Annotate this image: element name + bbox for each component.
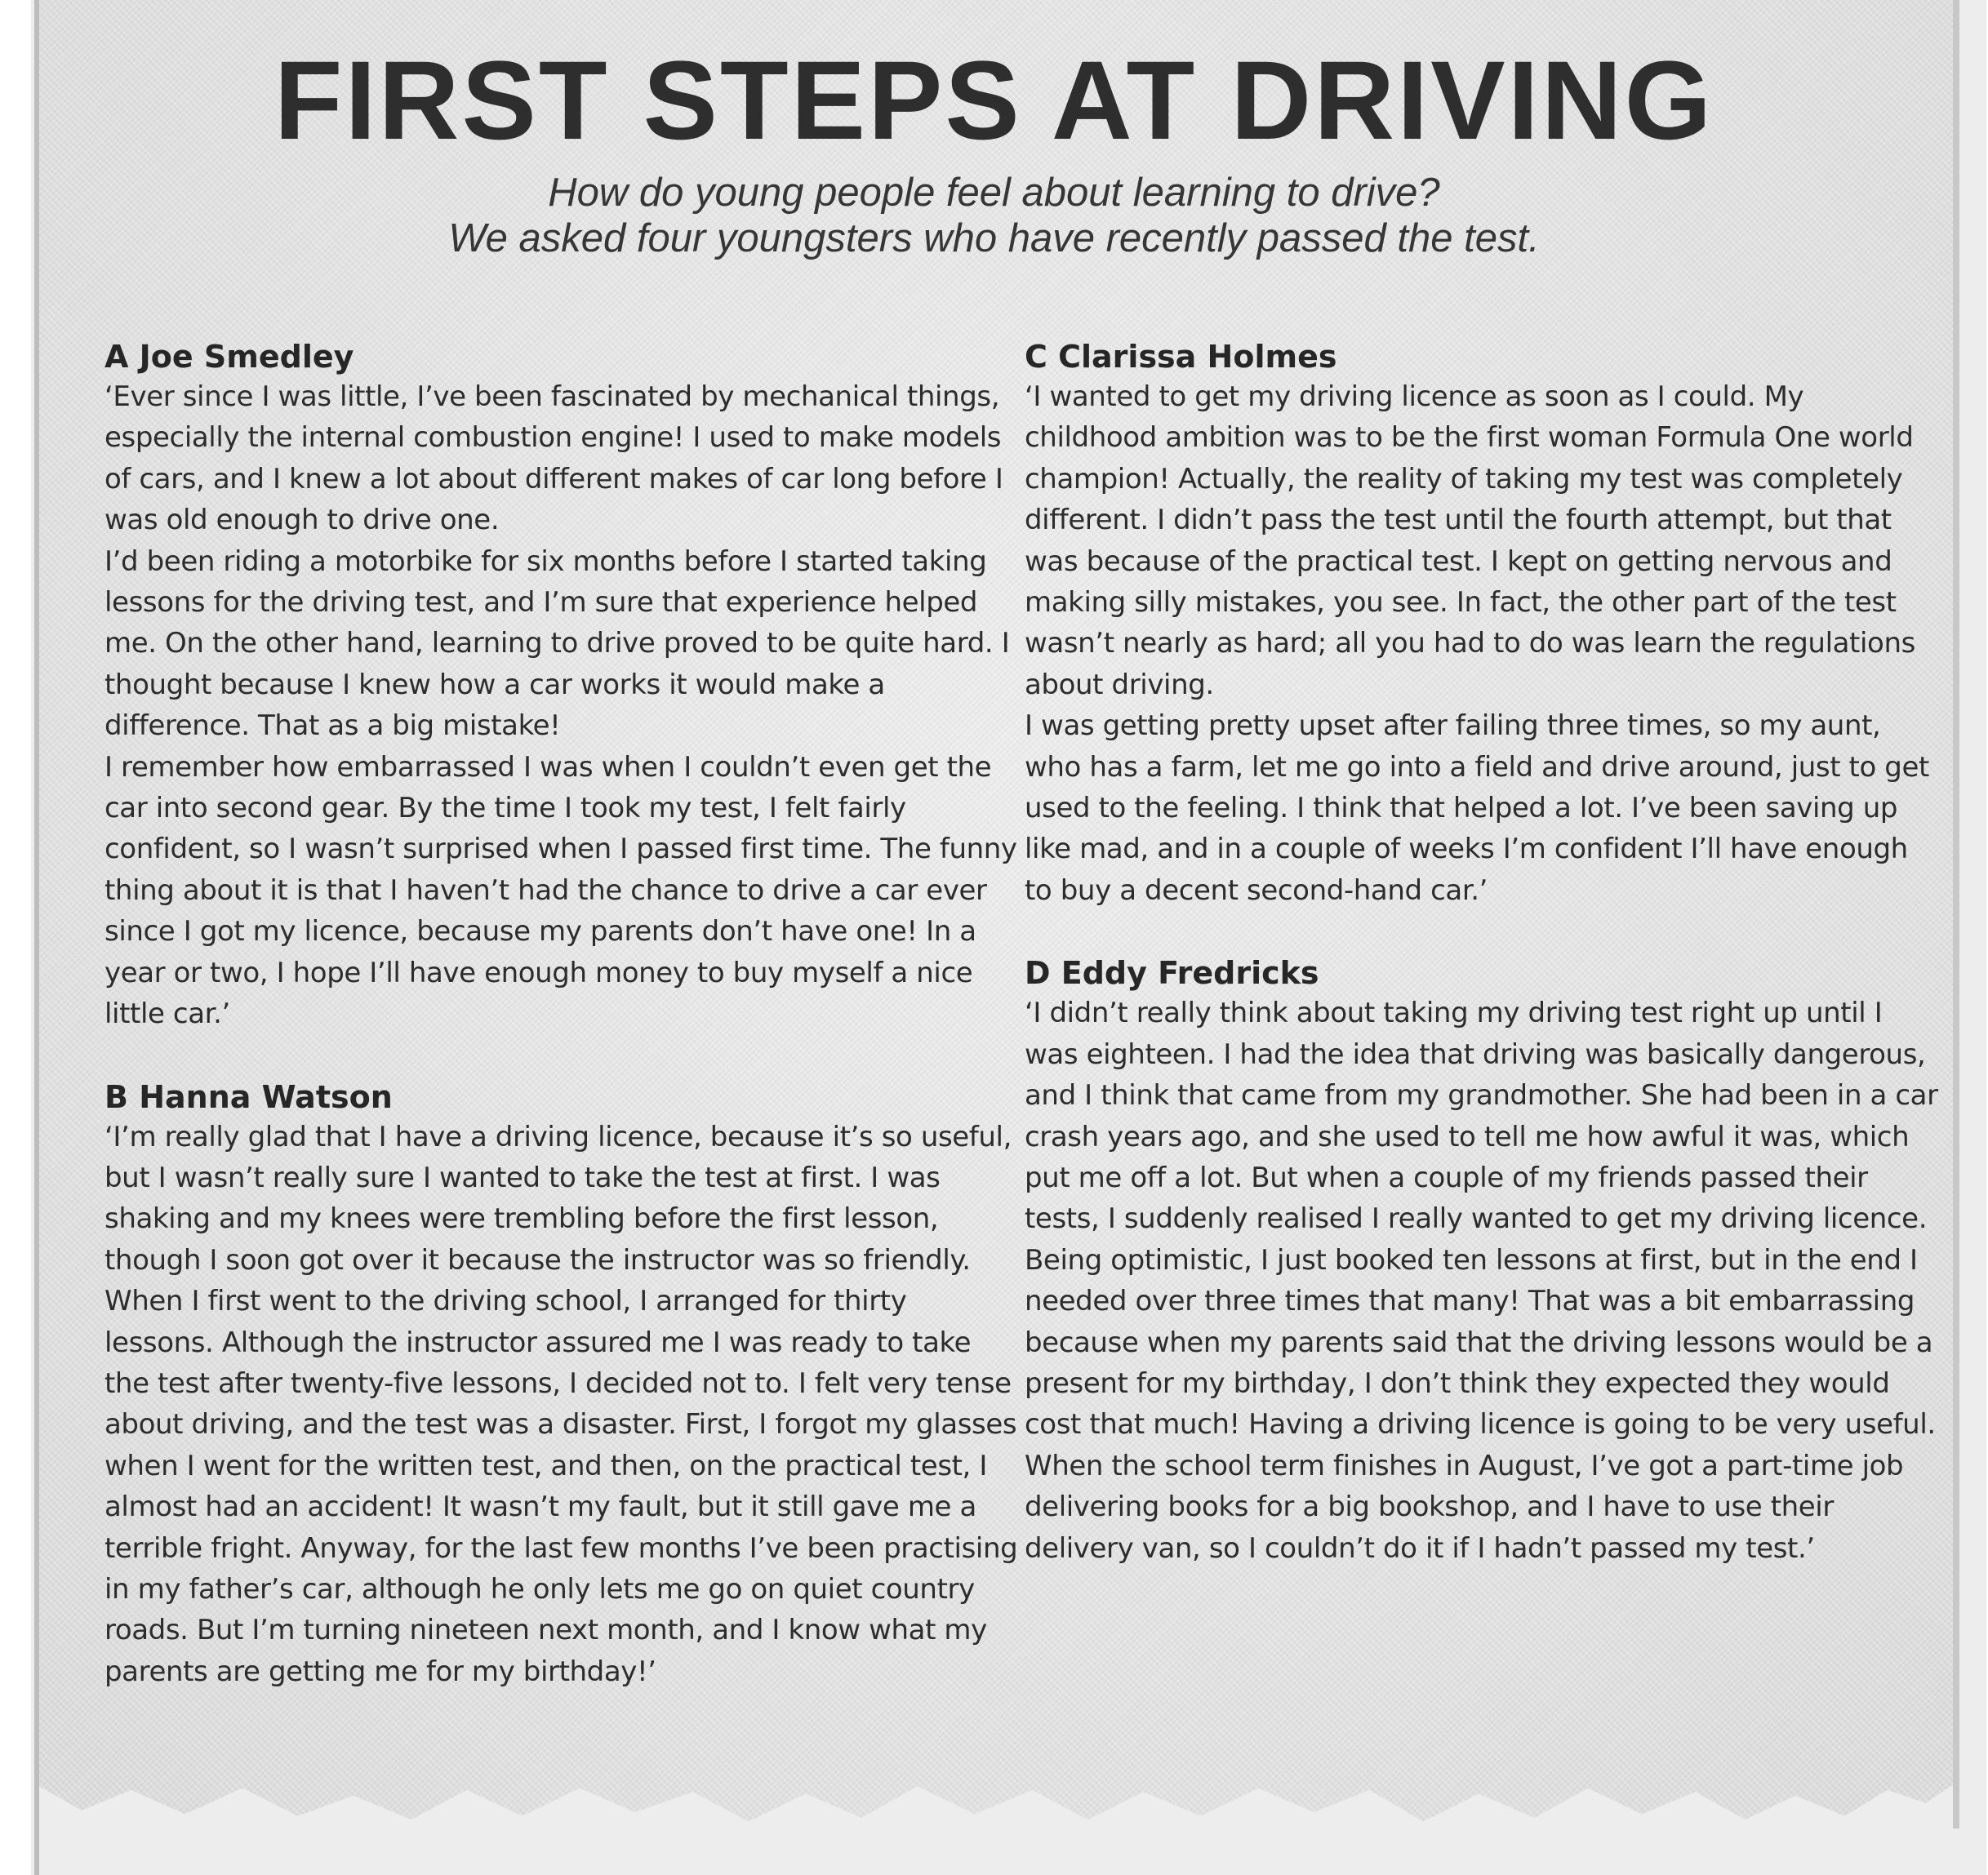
article-heading: C Clarissa Holmes [1025,339,1337,375]
page-edge-right [1953,0,1959,1828]
left-column [105,337,1019,1735]
article-paragraph: ‘I didn’t really think about taking my driving test right up until I was eighteen. I had the idea that driving was basically dangerous, and I think that came from my grandmother. She had been in a car crash years ago, and she used to tell me how awful it was, which put me off a lot. But when a couple of my friends passed their tests, I suddenly realised I really wanted to get my driving licence. [1025,997,1938,1236]
article-heading: D Eddy Fredricks [1025,955,1319,992]
article-paragraph: ‘I wanted to get my driving licence as soon as I could. My childhood ambition was to be the first woman Formula One world champion! Actually, the reality of taking my test was completely different. I didn’t pass the test until the fourth attempt, but that was because of the practical test. I kept on getting nervous and making silly mistakes, you see. In fact, the other part of the test wasn’t nearly as hard; all you had to do was learn the regulations about driving. [1025,380,1915,701]
article-paragraph: I was getting pretty upset after failing three times, so my aunt, who has a farm, let me go into a field and drive around, just to get used to the feeling. I think that helped a lot. I’ve been saving up like mad, and in a couple of weeks I’m confident I’ll have enough to buy a decent second-hand car.’ [1025,709,1929,907]
article-heading: A Joe Smedley [105,339,354,375]
article-hanna-watson [105,1077,1019,1693]
page-title: FIRST STEPS AT DRIVING [274,38,1714,163]
article-paragraph: I remember how embarrassed I was when I couldn’t even get the car into second gear. By the time I took my test, I felt fairly confident, so I wasn’t surprised when I passed first time. The funny thing about it is that I haven’t had the chance to drive a car ever since I got my licence, because my parents don’t have one! In a year or two, I hope I’ll have enough money to buy myself a nice little car.’ [105,750,1017,1031]
article-heading: B Hanna Watson [105,1078,393,1115]
article-clarissa-holmes [1025,337,1939,911]
subtitle-line-1: How do young people feel about learning to drive? [548,171,1440,215]
article-joe-smedley [105,337,1019,1035]
article-eddy-fredricks [1025,953,1939,1569]
article-paragraph: Being optimistic, I just booked ten lessons at first, but in the end I needed over three times that many! That was a bit embarrassing because when my parents said that the driving lessons would be a present for my birthday, I don’t think they expected they would cost that much! Having a driving licence is going to be very useful. When the school term finishes in August, I’ve got a part-time job delivering books for a big bookshop, and I have to use their delivery van, so I couldn’t do it if I hadn’t passed my test.’ [1025,1243,1936,1565]
subtitle-line-2: We asked four youngsters who have recently passed the test. [448,216,1540,260]
page-edge-left [34,0,39,1875]
article-paragraph: ‘Ever since I was little, I’ve been fascinated by mechanical things, especially the internal combustion engine! I used to make models of cars, and I knew a lot about different makes of car long before I was old enough to drive one. [105,380,1003,537]
right-column [1025,337,1939,1611]
article-paragraph: ‘I’m really glad that I have a driving licence, because it’s so useful, but I wasn’t really sure I wanted to take the test at first. I was shaking and my knees were trembling before the first lesson, though I soon got over it because the instructor was so friendly. When I first went to the driving school, I arranged for thirty lessons. Although the instructor assured me I was ready to take the test after twenty-five lessons, I decided not to. I felt very tense about driving, and the test was a disaster. First, I forgot my glasses when I went for the written test, and then, on the practical test, I almost had an accident! It wasn’t my fault, but it still gave me a terrible fright. Anyway, for the last few months I’ve been practising in my father’s car, although he only lets me go on quiet country roads. But I’m turning nineteen next month, and I know what my parents are getting me for my birthday!’ [105,1120,1018,1688]
subtitle [0,170,1988,261]
article-paragraph: I’d been riding a motorbike for six months before I started taking lessons for the driving test, and I’m sure that experience helped me. On the other hand, learning to drive proved to be quite hard. I thought because I knew how a car works it would make a difference. That as a big mistake! [105,544,1010,743]
